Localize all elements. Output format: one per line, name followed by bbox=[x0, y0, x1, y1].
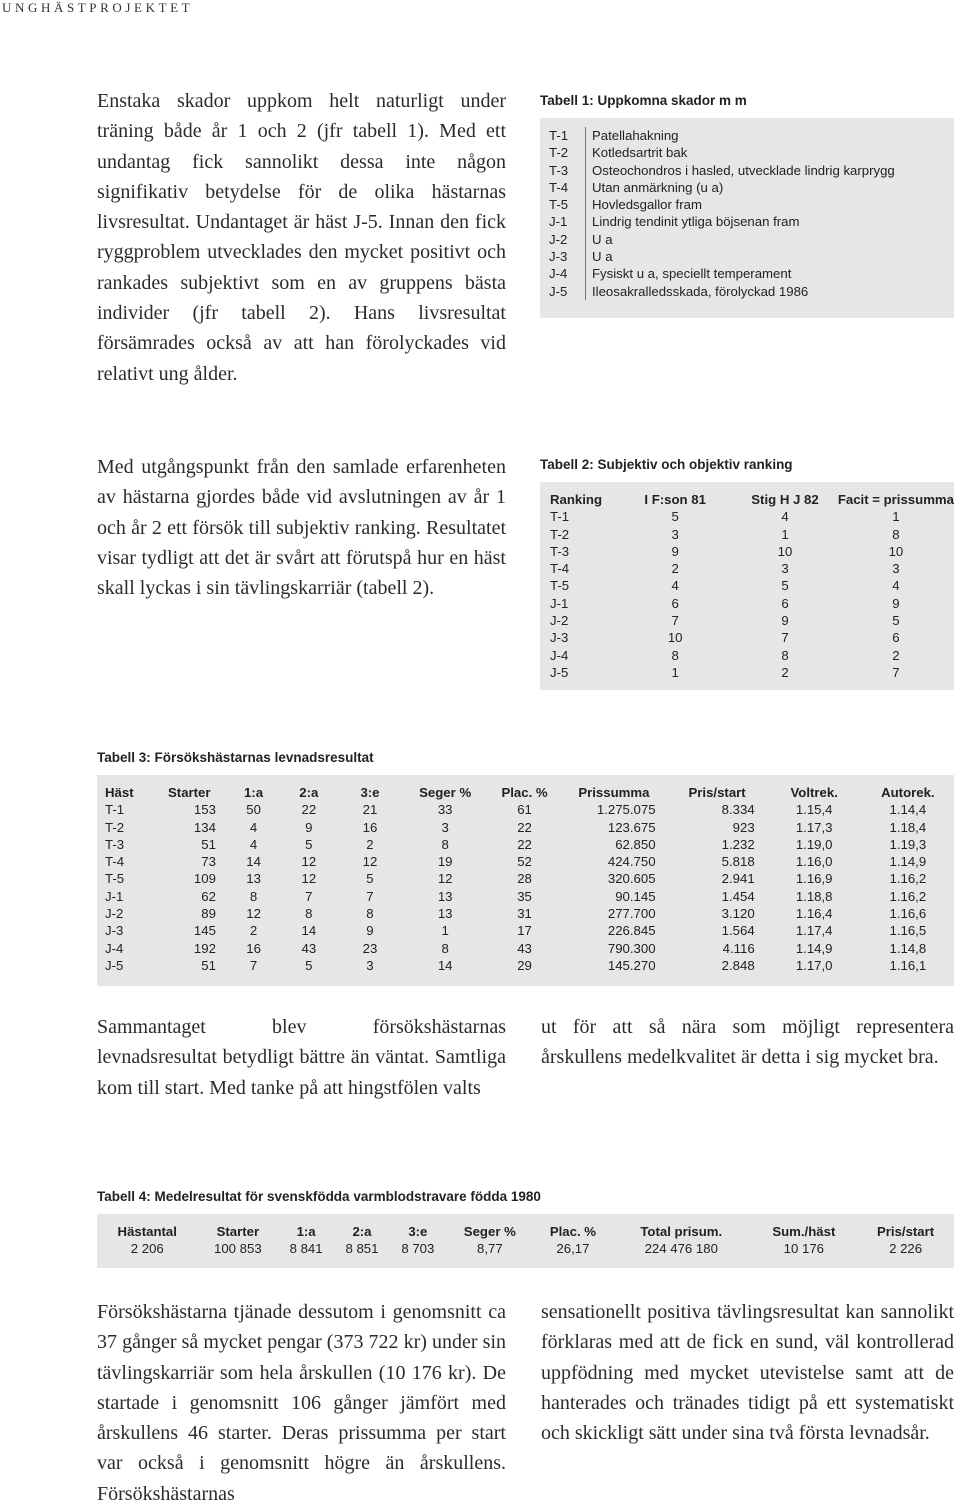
table-cell: 9 bbox=[366, 923, 374, 939]
table-cell: 26,17 bbox=[556, 1241, 590, 1257]
paragraph-injuries: Enstaka skador uppkom helt naturligt under träning både år 1 och 2 (jfr tabell 1). Med ett undantag fick sannolikt dessa inte någon signifikativ betydelse för de olika hästarnas livsresultat. Undantaget är häst J-5. Innan den fick ryggproblem utvecklades den mycket positivt och rankades subjektivt som en av gruppens bästa individer (jfr tabell 2). Hans livsresultat försämrades också av att han förolyckades vid relativt ung ålder. bbox=[97, 90, 506, 385]
table2-ranking bbox=[540, 491, 954, 681]
table-cell: 123.675 bbox=[607, 819, 656, 835]
table-cell: 2 bbox=[671, 561, 679, 577]
table-row bbox=[543, 231, 895, 248]
column-header: Total prisum. bbox=[640, 1224, 723, 1239]
table-cell: 33 bbox=[437, 802, 453, 818]
table-cell: 31 bbox=[517, 906, 532, 922]
table-cell: 12 bbox=[437, 871, 453, 887]
table-cell: 1.275.075 bbox=[596, 802, 656, 818]
table-cell: 13 bbox=[437, 906, 453, 922]
table-cell: J-1 bbox=[550, 595, 569, 611]
table-cell: 2 bbox=[781, 664, 789, 680]
table-cell: 3 bbox=[671, 526, 679, 542]
table-cell: J-2 bbox=[105, 906, 124, 922]
table4-caption: Tabell 4: Medelresultat för svenskfödda varmblodstravare födda 1980 bbox=[97, 1189, 541, 1204]
column-header: Autorek. bbox=[881, 785, 935, 800]
table-cell: 3.120 bbox=[721, 906, 755, 922]
table-row bbox=[543, 144, 895, 161]
table-row bbox=[540, 595, 954, 612]
table-cell: J-5 bbox=[105, 957, 124, 973]
table-cell: 8 bbox=[249, 888, 258, 904]
table-cell: 3 bbox=[781, 561, 789, 577]
table-cell: 1 bbox=[671, 664, 679, 680]
table-cell: 134 bbox=[193, 819, 216, 835]
table-cell: 16 bbox=[362, 819, 378, 835]
table-cell: 224 476 180 bbox=[644, 1241, 718, 1257]
table-row bbox=[543, 265, 895, 282]
table-cell: 2.941 bbox=[721, 871, 755, 887]
table-cell: 8 bbox=[441, 836, 449, 852]
table-cell: 9 bbox=[305, 819, 313, 835]
table-cell: T-5 bbox=[105, 871, 125, 887]
table-cell: 8 bbox=[441, 940, 449, 956]
table-cell: 4 bbox=[671, 578, 679, 594]
table-cell: 13 bbox=[437, 888, 453, 904]
table-cell: T-4 bbox=[550, 561, 570, 577]
table-cell: 192 bbox=[193, 940, 216, 956]
table-cell: 8.334 bbox=[721, 802, 755, 818]
table-cell: 1.16,6 bbox=[889, 906, 927, 922]
paragraph-summary-left: Sammantaget blev försökshästarnas levnadsresultat betydligt bättre än väntat. Samtliga kom till start. Med tanke på att hingstfölen valts bbox=[97, 1016, 506, 1099]
injury-cell: Fysiskt u a, speciellt temperament bbox=[592, 266, 792, 282]
table-cell: 2.848 bbox=[721, 957, 755, 973]
table-cell: 5 bbox=[305, 836, 313, 852]
column-header: Seger % bbox=[419, 785, 472, 800]
table-row bbox=[543, 162, 895, 179]
table-cell: 1.564 bbox=[721, 923, 755, 939]
table-row bbox=[540, 647, 954, 664]
table-cell: 12 bbox=[362, 854, 378, 870]
table-cell: 1.18,4 bbox=[889, 819, 927, 835]
column-header: 1:a bbox=[296, 1224, 316, 1239]
table-row bbox=[543, 196, 895, 213]
table-cell: 7 bbox=[892, 664, 900, 680]
table-cell: 7 bbox=[249, 957, 258, 973]
table-cell: 2 bbox=[366, 836, 374, 852]
table-cell: 62 bbox=[201, 888, 216, 904]
table-cell: 16 bbox=[246, 940, 261, 956]
column-header: Pris/start bbox=[688, 785, 746, 800]
paragraph-earnings-right: sensationellt positiva tävlingsresultat kan sannolikt förklaras med att de fick en sund, väl kontrollerad uppfödning med mycket utevistelse samt att de hanterades och tränades tidigt på ett systematiskt och skickligt sätt under sina två första levnadsår. bbox=[541, 1301, 954, 1445]
table-cell: T-2 bbox=[550, 526, 570, 542]
table-cell: 6 bbox=[671, 595, 679, 611]
injury-cell: Ileosakralledsskada, förolyckad 1986 bbox=[592, 283, 809, 299]
table-cell: 14 bbox=[301, 923, 317, 939]
table-row bbox=[97, 870, 954, 887]
table-cell: 51 bbox=[201, 957, 216, 973]
table3-caption: Tabell 3: Försökshästarnas levnadsresultat bbox=[97, 750, 374, 765]
table-cell: 51 bbox=[201, 836, 216, 852]
table-cell: 1.17,4 bbox=[795, 923, 833, 939]
column-header: Plac. % bbox=[549, 1224, 597, 1239]
table-cell: J-2 bbox=[550, 613, 569, 629]
table-cell: 2 206 bbox=[130, 1241, 164, 1257]
table-cell: 43 bbox=[301, 940, 317, 956]
table-cell: 153 bbox=[193, 802, 216, 818]
table-cell: 17 bbox=[517, 923, 532, 939]
table-cell: 22 bbox=[301, 802, 317, 818]
table-row bbox=[97, 922, 954, 939]
table-row bbox=[540, 526, 954, 543]
column-header: Facit = prissumma bbox=[837, 492, 954, 507]
table-cell: 8,77 bbox=[476, 1241, 503, 1257]
table-row bbox=[97, 1240, 954, 1257]
table-cell: 22 bbox=[517, 819, 532, 835]
table-cell: T-1 bbox=[550, 509, 570, 525]
table-cell: 5 bbox=[305, 957, 313, 973]
table-cell: 1.14,8 bbox=[889, 940, 927, 956]
table-cell: 320.605 bbox=[607, 871, 656, 887]
table-cell: 9 bbox=[781, 613, 789, 629]
table-cell: 145.270 bbox=[607, 957, 656, 973]
table-cell: 1.16,2 bbox=[889, 888, 927, 904]
column-header: 3:e bbox=[360, 785, 380, 800]
table-cell: 89 bbox=[201, 906, 216, 922]
table-cell: 8 bbox=[366, 906, 374, 922]
table-cell: 1.16,4 bbox=[795, 906, 833, 922]
column-header: Prissumma bbox=[578, 785, 650, 800]
table-cell: 3 bbox=[892, 561, 900, 577]
table-cell: 1.16,5 bbox=[889, 923, 927, 939]
table-cell: 145 bbox=[193, 923, 216, 939]
table-cell: 28 bbox=[517, 871, 532, 887]
table-cell: 790.300 bbox=[607, 940, 656, 956]
column-header: Voltrek. bbox=[790, 785, 838, 800]
injury-cell: Hovledsgallor fram bbox=[592, 197, 702, 213]
table-cell: 7 bbox=[366, 888, 374, 904]
table-cell: 61 bbox=[517, 802, 532, 818]
table-cell: T-3 bbox=[550, 543, 570, 559]
table-cell: 5 bbox=[366, 871, 374, 887]
horse-id-cell: J-3 bbox=[543, 248, 586, 265]
table1-caption: Tabell 1: Uppkomna skador m m bbox=[540, 93, 747, 108]
table-cell: 14 bbox=[246, 854, 261, 870]
table-cell: 1.14,4 bbox=[889, 802, 927, 818]
horse-id-cell: J-1 bbox=[543, 213, 586, 230]
table-cell: 22 bbox=[517, 836, 532, 852]
horse-id-cell: T-4 bbox=[543, 179, 586, 196]
horse-id-cell: J-4 bbox=[543, 265, 586, 282]
horse-id-cell: T-3 bbox=[543, 162, 586, 179]
horse-id-cell: J-5 bbox=[543, 283, 586, 300]
table-cell: 8 bbox=[305, 906, 313, 922]
table-cell: 1.18,8 bbox=[795, 888, 833, 904]
table2-caption: Tabell 2: Subjektiv och objektiv ranking bbox=[540, 457, 793, 472]
table-cell: 8 851 bbox=[345, 1241, 379, 1257]
table-cell: 1.16,9 bbox=[795, 871, 833, 887]
table-cell: 50 bbox=[246, 802, 261, 818]
table-cell: 10 176 bbox=[783, 1241, 824, 1257]
table3-results bbox=[97, 784, 954, 974]
table-cell: 923 bbox=[732, 819, 755, 835]
table-row bbox=[97, 940, 954, 957]
table-cell: 7 bbox=[671, 613, 679, 629]
table-row bbox=[540, 543, 954, 560]
table-row bbox=[543, 179, 895, 196]
table-cell: 7 bbox=[781, 630, 789, 646]
paragraph-summary-right: ut för att så nära som möjligt representera årskullens medelkvalitet är detta i sig mycket bra. bbox=[541, 1016, 954, 1069]
table-cell: 8 bbox=[892, 526, 900, 542]
table-row bbox=[540, 577, 954, 594]
table-row bbox=[543, 213, 895, 230]
table4-averages bbox=[97, 1223, 954, 1258]
table-cell: 7 bbox=[305, 888, 313, 904]
table-cell: 1.454 bbox=[721, 888, 755, 904]
table-cell: 4 bbox=[249, 836, 258, 852]
injury-cell: Osteochondros i hasled, utvecklade lindrig karprygg bbox=[592, 162, 895, 178]
table-cell: 10 bbox=[667, 630, 683, 646]
injury-cell: U a bbox=[592, 231, 613, 247]
table-cell: 1 bbox=[781, 526, 789, 542]
table-cell: 1.15,4 bbox=[795, 802, 833, 818]
horse-id-cell: T-1 bbox=[543, 127, 586, 144]
table-cell: 4.116 bbox=[722, 940, 755, 956]
table-cell: 29 bbox=[517, 957, 532, 973]
injury-cell: Patellahakning bbox=[592, 128, 679, 143]
table-cell: 1.232 bbox=[721, 836, 755, 852]
table-cell: T-1 bbox=[105, 802, 125, 818]
paragraph-earnings-left: Försökshästarna tjänade dessutom i genomsnitt ca 37 gånger så mycket pengar (373 722 kr) under sin tävlingskarriär som hela årskullen (10 176 kr). De startade i genomsnitt 106 gånger jämfört med årskullens 46 starter. Deras prissumma per start var också i genomsnitt högre än årskullens. Försökshästarnas bbox=[97, 1301, 506, 1505]
table-cell: 8 bbox=[671, 647, 679, 663]
table-cell: T-3 bbox=[105, 836, 125, 852]
table-cell: 5 bbox=[671, 509, 679, 525]
injury-cell: Kotledsartrit bak bbox=[592, 145, 688, 161]
table-row bbox=[543, 283, 895, 300]
table-cell: 43 bbox=[517, 940, 532, 956]
table-cell: 1.16,1 bbox=[889, 957, 927, 973]
column-header: 1:a bbox=[244, 785, 264, 800]
column-header: Starter bbox=[168, 785, 211, 800]
column-header: Seger % bbox=[463, 1224, 516, 1239]
table-cell: 1 bbox=[892, 509, 900, 525]
column-header: Häst bbox=[105, 785, 134, 800]
table-cell: 1.17,0 bbox=[795, 957, 833, 973]
table-cell: 90.145 bbox=[615, 888, 656, 904]
column-header: Ranking bbox=[550, 492, 603, 507]
table-cell: 8 bbox=[781, 647, 789, 663]
table-cell: 12 bbox=[301, 871, 317, 887]
table-row bbox=[97, 905, 954, 922]
injury-cell: Lindrig tendinit ytliga böjsenan fram bbox=[592, 214, 800, 230]
table-cell: 5 bbox=[892, 613, 900, 629]
table-cell: 23 bbox=[362, 940, 378, 956]
table-row bbox=[540, 560, 954, 577]
table-cell: 1 bbox=[441, 923, 449, 939]
column-header: Sum./häst bbox=[772, 1224, 836, 1239]
table-cell: 4 bbox=[892, 578, 900, 594]
table-row bbox=[540, 629, 954, 646]
table-cell: 1.17,3 bbox=[795, 819, 833, 835]
table-cell: J-4 bbox=[550, 647, 569, 663]
table-cell: T-2 bbox=[105, 819, 125, 835]
table-cell: 1.16,2 bbox=[889, 871, 927, 887]
table-cell: 13 bbox=[246, 871, 261, 887]
table-cell: J-5 bbox=[550, 664, 569, 680]
table-cell: 9 bbox=[671, 543, 679, 559]
table-cell: 2 bbox=[249, 923, 258, 939]
table-cell: 6 bbox=[892, 630, 900, 646]
table-cell: 5.818 bbox=[721, 854, 755, 870]
table-row bbox=[543, 127, 895, 144]
table-cell: 8 703 bbox=[401, 1241, 435, 1257]
table-cell: J-3 bbox=[550, 630, 569, 646]
table-cell: 62.850 bbox=[615, 836, 656, 852]
table-cell: 4 bbox=[781, 509, 789, 525]
table-cell: T-4 bbox=[105, 854, 125, 870]
table-cell: 109 bbox=[193, 871, 216, 887]
table-row bbox=[97, 853, 954, 870]
table-cell: 10 bbox=[888, 543, 904, 559]
table-cell: 2 226 bbox=[889, 1241, 923, 1257]
table-row bbox=[97, 957, 954, 974]
table-cell: J-4 bbox=[105, 940, 124, 956]
horse-id-cell: J-2 bbox=[543, 231, 586, 248]
table-cell: 1.19,3 bbox=[889, 836, 927, 852]
table-row bbox=[97, 836, 954, 853]
column-header: Stig H J 82 bbox=[751, 492, 819, 507]
table-row bbox=[540, 664, 954, 681]
table-cell: 12 bbox=[301, 854, 317, 870]
column-header: Plac. % bbox=[501, 785, 548, 800]
table-cell: 3 bbox=[441, 819, 449, 835]
table-cell: 3 bbox=[366, 957, 374, 973]
table-cell: 19 bbox=[437, 854, 453, 870]
table-row bbox=[97, 819, 954, 836]
table-cell: 52 bbox=[517, 854, 532, 870]
table-cell: J-3 bbox=[105, 923, 124, 939]
table-cell: 8 841 bbox=[289, 1241, 323, 1257]
table-row bbox=[543, 248, 895, 265]
table-cell: 100 853 bbox=[213, 1241, 262, 1257]
table-cell: 5 bbox=[781, 578, 789, 594]
column-header: 2:a bbox=[352, 1224, 372, 1239]
column-header: I F:son 81 bbox=[644, 492, 706, 507]
table-cell: 14 bbox=[437, 957, 453, 973]
table-row bbox=[97, 801, 954, 818]
table-cell: 1.14,9 bbox=[889, 854, 927, 870]
table-cell: 277.700 bbox=[607, 906, 656, 922]
table-cell: 424.750 bbox=[607, 854, 656, 870]
table-cell: 1.16,0 bbox=[795, 854, 833, 870]
paragraph-ranking: Med utgångspunkt från den samlade erfarenheten av hästarna gjordes både vid avslutningen av år 1 och år 2 ett försök till subjektiv ranking. Resultatet visar tydligt att det är svårt att förutspå hur en häst skall lyckas i sin tävlingskarriär (tabell 2). bbox=[97, 456, 506, 600]
running-header: UNGHÄSTPROJEKTET bbox=[2, 0, 194, 15]
table-cell: 6 bbox=[781, 595, 789, 611]
table-cell: T-5 bbox=[550, 578, 570, 594]
table-cell: 1.14,9 bbox=[795, 940, 833, 956]
table-cell: 12 bbox=[246, 906, 261, 922]
column-header: 2:a bbox=[299, 785, 319, 800]
table-row bbox=[540, 612, 954, 629]
table-cell: 73 bbox=[201, 854, 216, 870]
table-cell: 9 bbox=[892, 595, 900, 611]
table-cell: 10 bbox=[777, 543, 793, 559]
column-header: Hästantal bbox=[117, 1224, 177, 1239]
horse-id-cell: T-2 bbox=[543, 144, 586, 161]
table-cell: 1.19,0 bbox=[795, 836, 833, 852]
table-cell: 35 bbox=[517, 888, 532, 904]
table-row bbox=[540, 508, 954, 525]
horse-id-cell: T-5 bbox=[543, 196, 586, 213]
table-cell: 21 bbox=[362, 802, 378, 818]
table-cell: J-1 bbox=[105, 888, 124, 904]
table-row bbox=[97, 888, 954, 905]
column-header: 3:e bbox=[408, 1224, 428, 1239]
injury-cell: Utan anmärkning (u a) bbox=[592, 179, 724, 195]
table-cell: 2 bbox=[892, 647, 900, 663]
table-cell: 4 bbox=[249, 819, 258, 835]
column-header: Starter bbox=[216, 1224, 260, 1239]
table1-injuries bbox=[543, 127, 895, 300]
column-header: Pris/start bbox=[876, 1224, 935, 1239]
injury-cell: U a bbox=[592, 249, 613, 265]
table-cell: 226.845 bbox=[607, 923, 656, 939]
